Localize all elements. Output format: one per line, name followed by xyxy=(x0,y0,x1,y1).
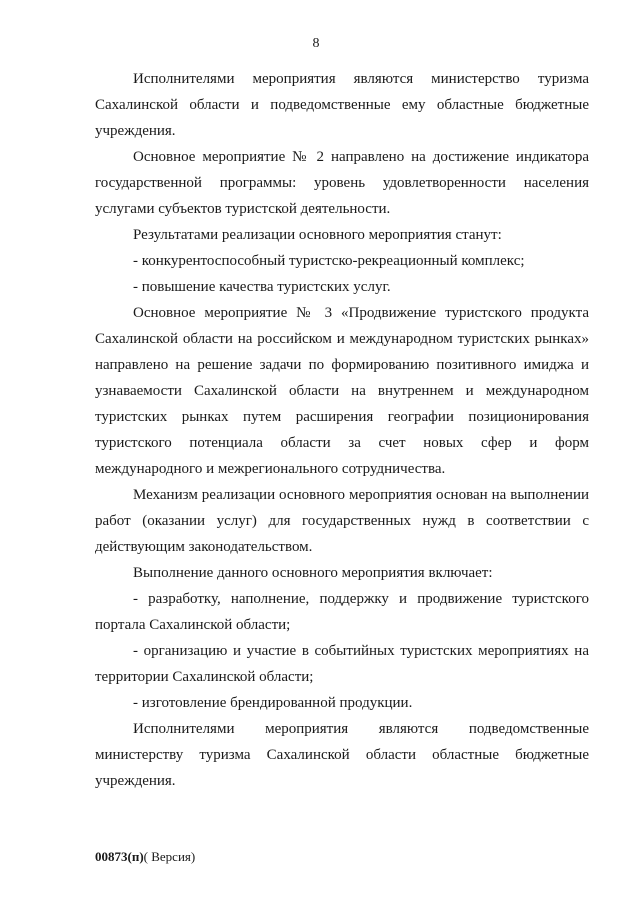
paragraph-executors-2: Исполнителями мероприятия являются подведомственные министерству туризма Сахалинской области областные бюджетные учреждения. xyxy=(95,721,589,789)
paragraph-activity-3: Основное мероприятие № 3 «Продвижение туристского продукта Сахалинской области на российском и международном туристских рынках» направлено на решение задачи по формированию позитивного имиджа и узнаваемости Сахалинской области на внутреннем и международном туристских рынках путем расширения географии позиционирования туристского потенциала области за счет новых сфер и форм международного и межрегионального сотрудничества. xyxy=(95,305,589,477)
paragraph-activity-2: Основное мероприятие № 2 направлено на достижение индикатора государственной программы: уровень удовлетворенности населения услугами субъектов туристской деятельности. xyxy=(95,149,589,217)
document-version: ( Версия) xyxy=(143,849,196,864)
list-item-complex: - конкурентоспособный туристско-рекреационный комплекс; xyxy=(133,253,525,269)
list-item-quality: - повышение качества туристских услуг. xyxy=(133,279,391,295)
document-footer xyxy=(95,849,195,865)
page-number: 8 xyxy=(312,36,320,51)
document-code: 00873(п) xyxy=(95,849,144,864)
paragraph-mechanism: Механизм реализации основного мероприятия основан на выполнении работ (оказании услуг) для государственных нужд в соответствии с действующим законодательством. xyxy=(95,487,589,555)
document-body xyxy=(95,66,589,794)
paragraph-executors-1: Исполнителями мероприятия являются министерство туризма Сахалинской области и подведомственные ему областные бюджетные учреждения. xyxy=(95,71,589,139)
paragraph-results-intro: Результатами реализации основного мероприятия станут: xyxy=(133,227,502,243)
list-item-portal: - разработку, наполнение, поддержку и продвижение туристского портала Сахалинской области; xyxy=(95,591,589,633)
list-item-events: - организацию и участие в событийных туристских мероприятиях на территории Сахалинской области; xyxy=(95,643,589,685)
paragraph-includes-intro: Выполнение данного основного мероприятия включает: xyxy=(133,565,493,581)
list-item-branded-products: - изготовление брендированной продукции. xyxy=(133,695,413,711)
